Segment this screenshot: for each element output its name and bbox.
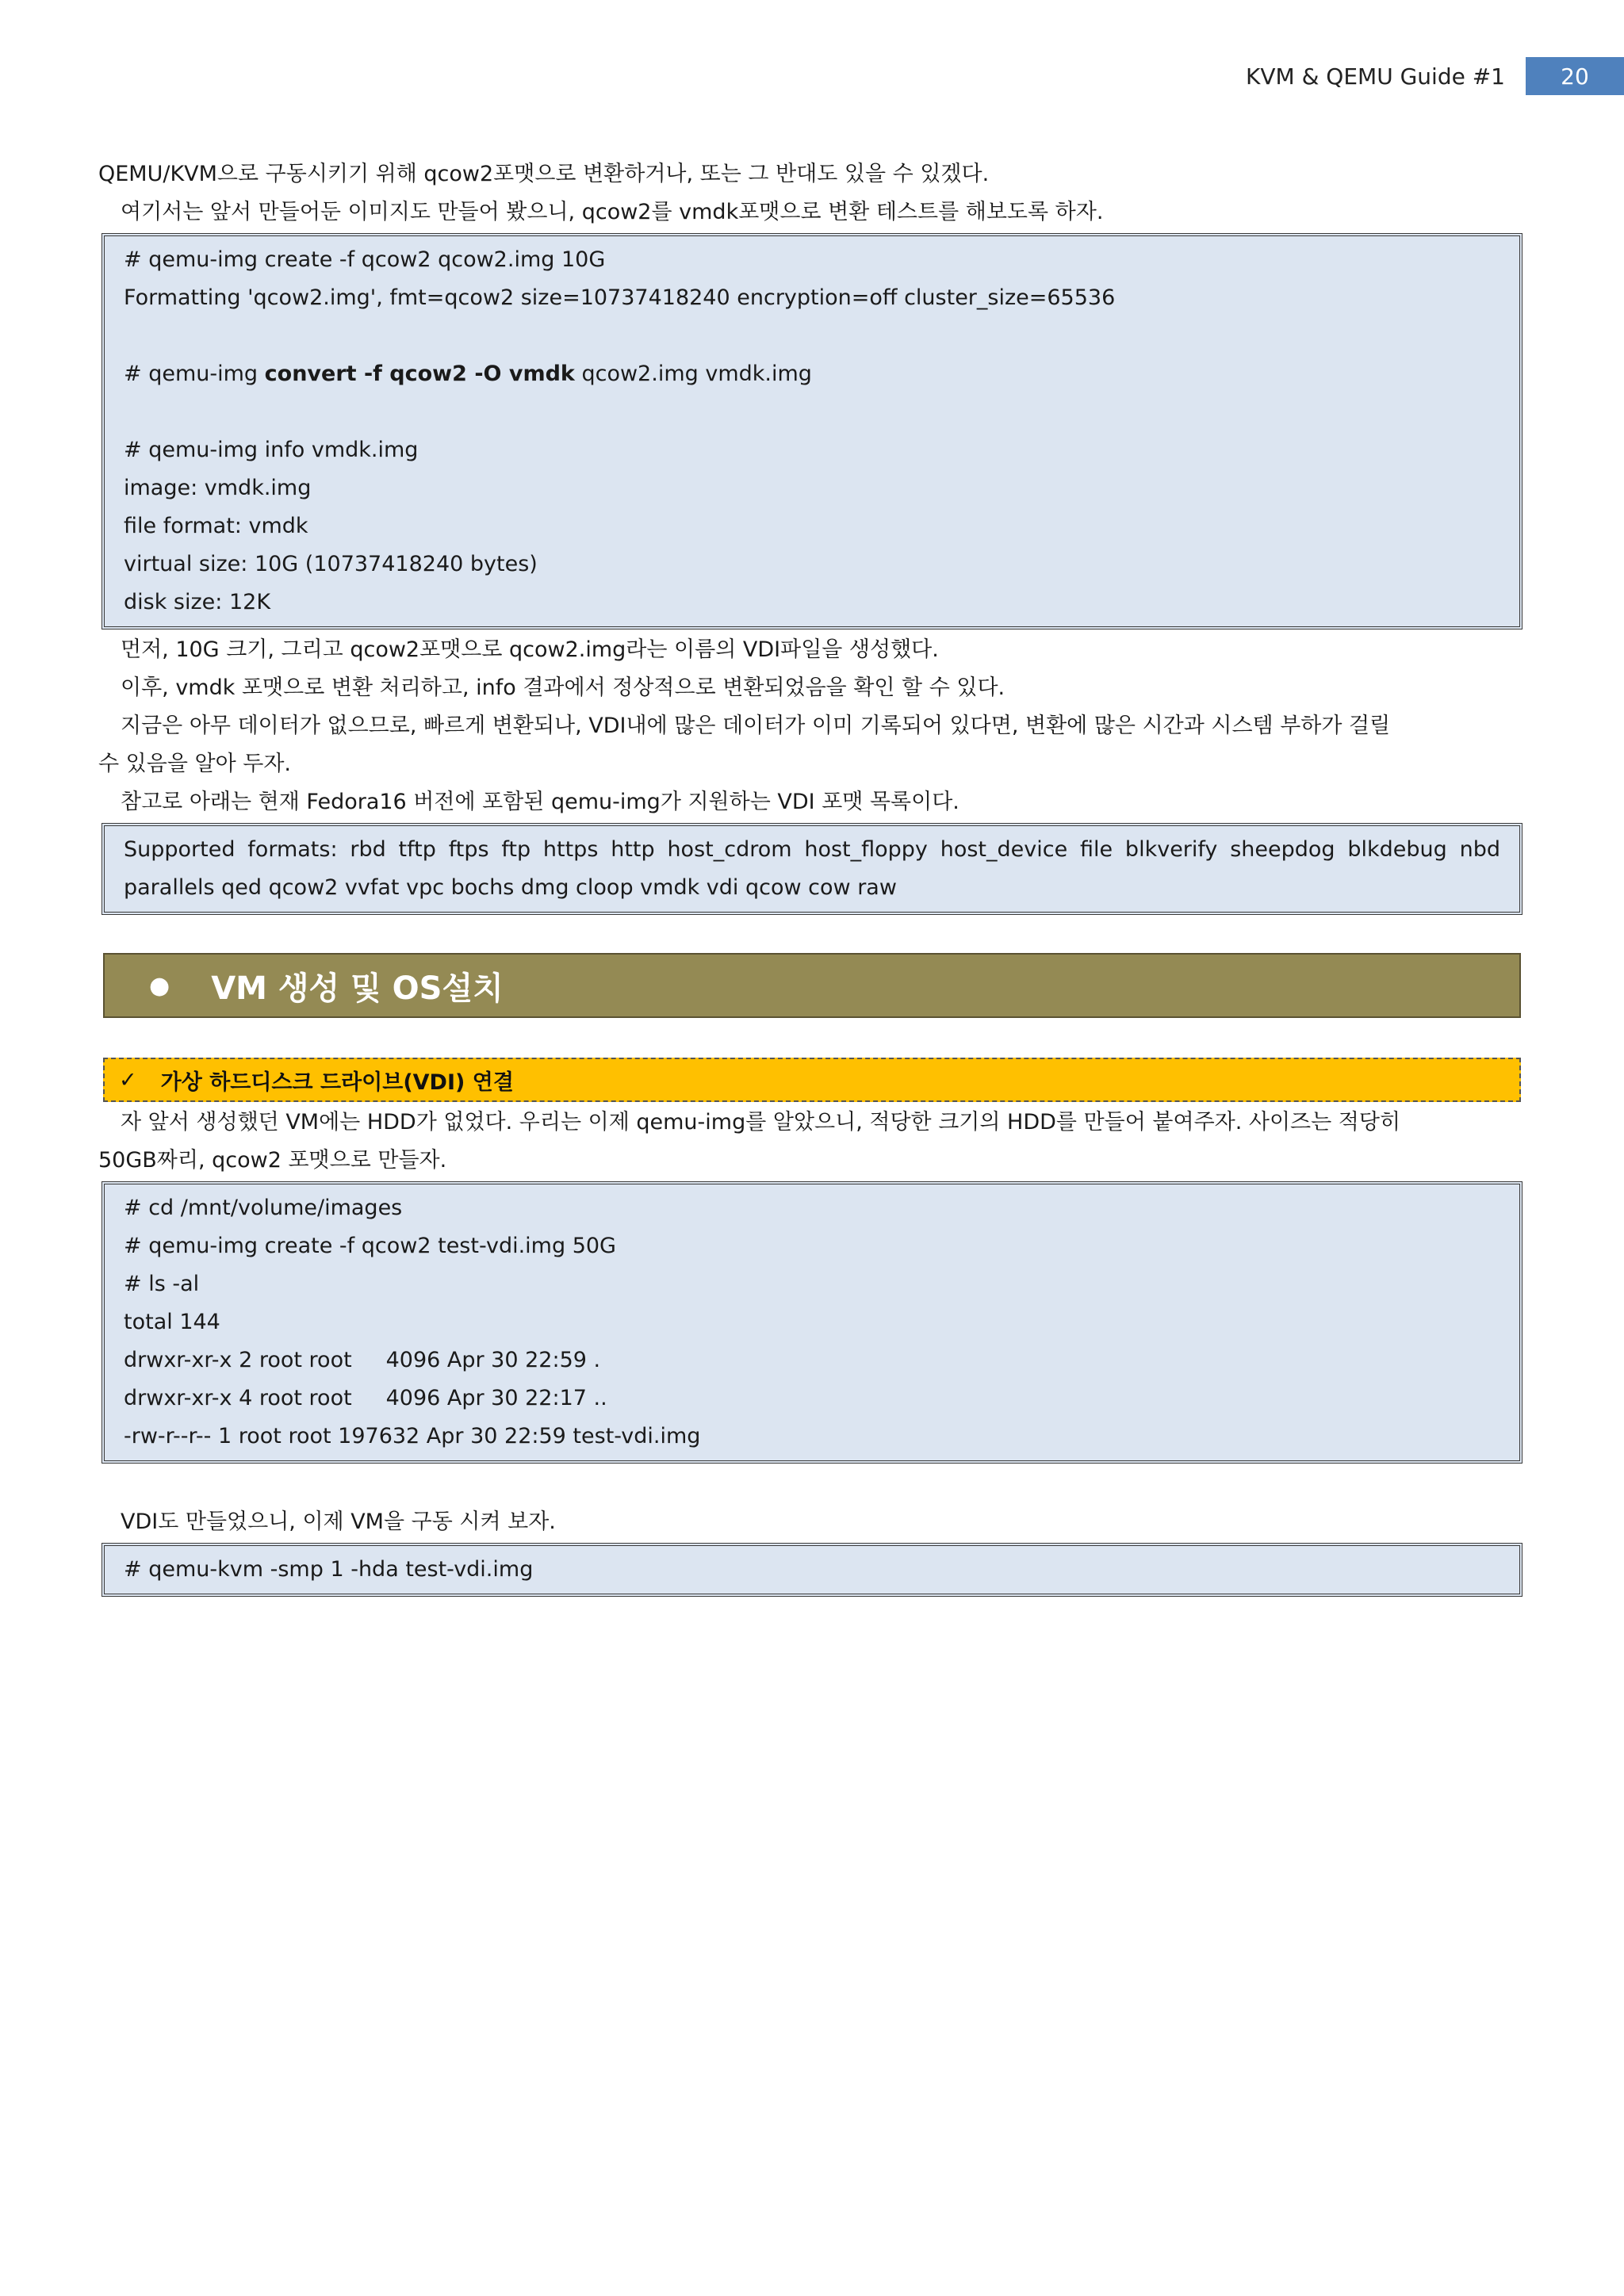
page-content <box>98 155 1526 1598</box>
intro-paragraph-1: QEMU/KVM으로 구동시키기 위해 qcow2포맷으로 변환하거나, 또는 그 반대도 있을 수 있겠다. <box>98 162 990 186</box>
code-line: # qemu-kvm -smp 1 -hda test-vdi.img <box>124 1557 534 1582</box>
code-line: # qemu-img info vmdk.img <box>124 438 419 462</box>
code-line: -rw-r--r-- 1 root root 197632 Apr 30 22:59 test-vdi.img <box>124 1424 701 1448</box>
page-header <box>1246 57 1624 95</box>
code-line: # qemu-img create -f qcow2 test-vdi.img 50G <box>124 1234 616 1258</box>
code-text: qcow2.img vmdk.img <box>574 362 812 386</box>
explain-paragraph-2: 이후, vmdk 포맷으로 변환 처리하고, info 결과에서 정상적으로 변환되었음을 확인 할 수 있다. <box>121 675 1005 700</box>
code-block-run-vm <box>102 1543 1522 1597</box>
code-blank-line <box>124 317 1500 355</box>
code-block-convert <box>102 233 1522 629</box>
code-text-bold: convert -f qcow2 -O vmdk <box>264 362 575 386</box>
code-line: Formatting 'qcow2.img', fmt=qcow2 size=10737418240 encryption=off cluster_size=65536 <box>124 285 1116 310</box>
bullet-icon: ● <box>149 971 170 1000</box>
header-title: KVM & QEMU Guide #1 <box>1246 63 1505 90</box>
section-heading <box>103 953 1521 1018</box>
code-line: # cd /mnt/volume/images <box>124 1196 403 1220</box>
code-line-convert <box>124 355 1500 393</box>
code-text: # qemu-img <box>124 362 265 386</box>
code-line: # ls -al <box>124 1272 200 1296</box>
vdi-paragraph-1: 자 앞서 생성했던 VM에는 HDD가 없었다. 우리는 이제 qemu-img를 알았으니, 적당한 크기의 HDD를 만들어 붙여주자. 사이즈는 적당히 <box>121 1110 1401 1135</box>
code-block-formats <box>102 823 1522 915</box>
supported-formats-text: Supported formats: rbd tftp ftps ftp https http host_cdrom host_floppy host_device file blkverify sheepdog blkdebug nbd parallels qed qcow2 vvfat vpc bochs dmg cloop vmdk vdi qcow cow raw <box>124 837 1500 900</box>
explain-paragraph-4: 참고로 아래는 현재 Fedora16 버전에 포함된 qemu-img가 지원하는 VDI 포맷 목록이다. <box>121 790 959 814</box>
code-line: drwxr-xr-x 2 root root 4096 Apr 30 22:59 . <box>124 1348 601 1372</box>
subsection-heading <box>103 1058 1521 1102</box>
explain-paragraph-3-cont: 수 있음을 알아 두자. <box>98 752 291 776</box>
vdi-paragraph-1-cont: 50GB짜리, qcow2 포맷으로 만들자. <box>98 1148 447 1173</box>
code-block-create-vdi <box>102 1181 1522 1464</box>
explain-paragraph-3: 지금은 아무 데이터가 없으므로, 빠르게 변환되나, VDI내에 많은 데이터가 이미 기록되어 있다면, 변환에 많은 시간과 시스템 부하가 걸릴 <box>121 714 1391 738</box>
code-line: # qemu-img create -f qcow2 qcow2.img 10G <box>124 247 606 272</box>
code-line: image: vmdk.img <box>124 476 312 500</box>
spacer <box>98 1465 1526 1503</box>
intro-paragraph-2: 여기서는 앞서 만들어둔 이미지도 만들어 봤으니, qcow2를 vmdk포맷으로 변환 테스트를 해보도록 하자. <box>121 200 1104 224</box>
page-number: 20 <box>1526 57 1624 95</box>
run-vm-paragraph: VDI도 만들었으니, 이제 VM을 구동 시켜 보자. <box>121 1510 556 1534</box>
explain-paragraph-1: 먼저, 10G 크기, 그리고 qcow2포맷으로 qcow2.img라는 이름의 VDI파일을 생성했다. <box>121 637 939 662</box>
checkmark-icon: ✓ <box>119 1067 137 1093</box>
code-line: total 144 <box>124 1310 220 1334</box>
code-line: file format: vmdk <box>124 514 308 538</box>
subsection-title: 가상 하드디스크 드라이브(VDI) 연결 <box>160 1070 514 1095</box>
section-title: VM 생성 및 OS설치 <box>211 970 504 1007</box>
code-blank-line <box>124 393 1500 431</box>
code-line: disk size: 12K <box>124 590 271 614</box>
code-line: drwxr-xr-x 4 root root 4096 Apr 30 22:17 .. <box>124 1386 607 1410</box>
code-line: virtual size: 10G (10737418240 bytes) <box>124 552 538 576</box>
